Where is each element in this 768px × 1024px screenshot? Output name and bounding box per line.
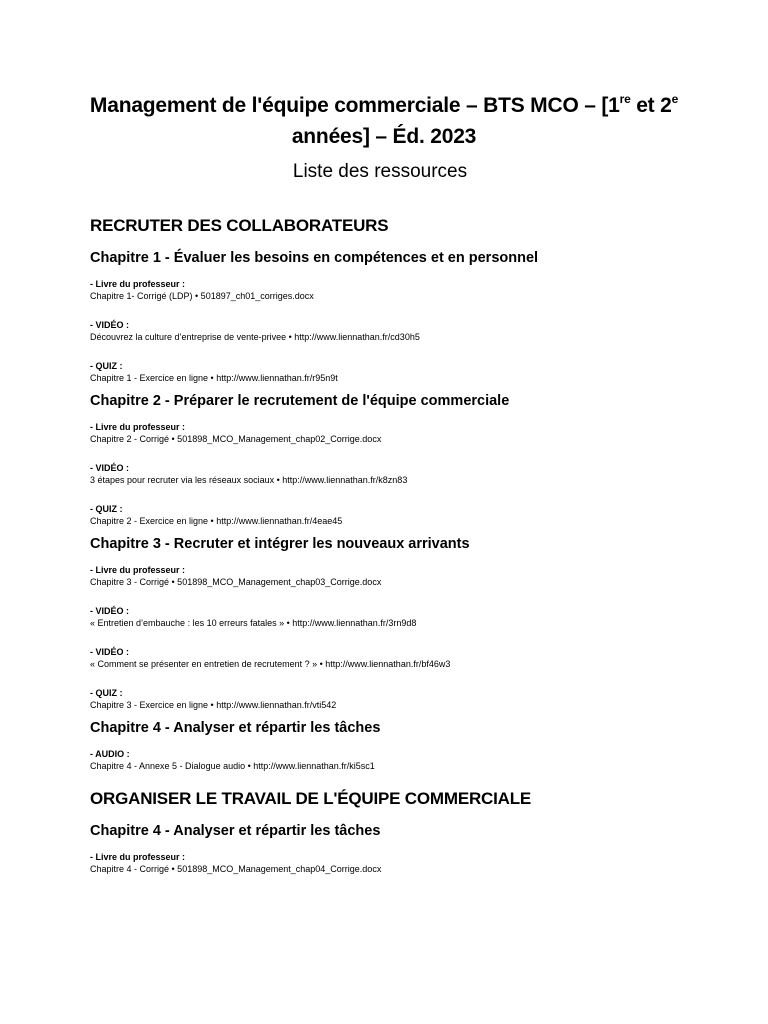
- resource-item: [90, 421, 730, 446]
- chapter-title: Chapitre 4 - Analyser et répartir les tâches: [90, 823, 381, 839]
- resource-type-label: - VIDÉO :: [90, 463, 130, 473]
- chapter-block: [90, 720, 730, 773]
- resource-type-label: - VIDÉO :: [90, 606, 130, 616]
- resource-description: Chapitre 1 - Exercice en ligne • http://www.liennathan.fr/r95n9t: [90, 373, 338, 383]
- resource-item: [90, 503, 730, 528]
- chapter-title: Chapitre 1 - Évaluer les besoins en compétences et en personnel: [90, 250, 539, 266]
- resource-type-label: - VIDÉO :: [90, 320, 130, 330]
- resource-item: [90, 278, 730, 303]
- resource-item: [90, 646, 730, 671]
- resource-description: Chapitre 1- Corrigé (LDP) • 501897_ch01_corriges.docx: [90, 291, 314, 301]
- resource-item: [90, 319, 730, 344]
- resource-item: [90, 687, 730, 712]
- resource-type-label: - Livre du professeur :: [90, 852, 186, 862]
- chapter-block: [90, 393, 730, 528]
- title-superscript-e: e: [671, 92, 679, 106]
- chapter-block: [90, 823, 730, 876]
- title-line1-part-b: et 2: [630, 94, 672, 117]
- chapter-block: [90, 250, 730, 385]
- resource-description: Chapitre 3 - Exercice en ligne • http://www.liennathan.fr/vti542: [90, 700, 337, 710]
- resource-item: [90, 851, 730, 876]
- resource-description: Découvrez la culture d’entreprise de vente-privee • http://www.liennathan.fr/cd30h5: [90, 332, 420, 342]
- document-subtitle: Liste des ressources: [292, 161, 468, 182]
- chapter-title: Chapitre 3 - Recruter et intégrer les nouveaux arrivants: [90, 536, 470, 552]
- resource-description: 3 étapes pour recruter via les réseaux sociaux • http://www.liennathan.fr/k8zn83: [90, 475, 408, 485]
- resource-list: [90, 216, 730, 884]
- resource-type-label: - Livre du professeur :: [90, 565, 186, 575]
- resource-type-label: - AUDIO :: [90, 749, 130, 759]
- resource-description: Chapitre 3 - Corrigé • 501898_MCO_Management_chap03_Corrige.docx: [90, 577, 382, 587]
- chapter-title: Chapitre 4 - Analyser et répartir les tâches: [90, 720, 381, 736]
- resource-item: [90, 360, 730, 385]
- resource-description: « Entretien d’embauche : les 10 erreurs fatales » • http://www.liennathan.fr/3rn9d8: [90, 618, 417, 628]
- resource-description: Chapitre 4 - Corrigé • 501898_MCO_Management_chap04_Corrige.docx: [90, 864, 382, 874]
- chapter-block: [90, 536, 730, 712]
- title-line2: années] – Éd. 2023: [291, 125, 477, 148]
- resource-type-label: - Livre du professeur :: [90, 422, 186, 432]
- title-line1-part-a: Management de l'équipe commerciale – BTS MCO – [1: [89, 94, 620, 117]
- resource-type-label: - QUIZ :: [90, 361, 123, 371]
- resource-description: Chapitre 2 - Corrigé • 501898_MCO_Management_chap02_Corrige.docx: [90, 434, 382, 444]
- title-superscript-re: re: [619, 92, 631, 106]
- resource-type-label: - VIDÉO :: [90, 647, 130, 657]
- resource-item: [90, 564, 730, 589]
- resource-description: « Comment se présenter en entretien de recrutement ? » • http://www.liennathan.fr/bf46w3: [90, 659, 451, 669]
- resource-item: [90, 748, 730, 773]
- document-title: [20, 90, 748, 152]
- section-heading: ORGANISER LE TRAVAIL DE L'ÉQUIPE COMMERCIALE: [90, 789, 532, 808]
- resource-type-label: - QUIZ :: [90, 688, 123, 698]
- section-heading: RECRUTER DES COLLABORATEURS: [90, 216, 389, 235]
- chapter-title: Chapitre 2 - Préparer le recrutement de l'équipe commerciale: [90, 393, 510, 409]
- resource-type-label: - Livre du professeur :: [90, 279, 186, 289]
- resource-item: [90, 462, 730, 487]
- resource-description: Chapitre 2 - Exercice en ligne • http://www.liennathan.fr/4eae45: [90, 516, 343, 526]
- resource-description: Chapitre 4 - Annexe 5 - Dialogue audio • http://www.liennathan.fr/ki5sc1: [90, 761, 375, 771]
- resource-item: [90, 605, 730, 630]
- resource-type-label: - QUIZ :: [90, 504, 123, 514]
